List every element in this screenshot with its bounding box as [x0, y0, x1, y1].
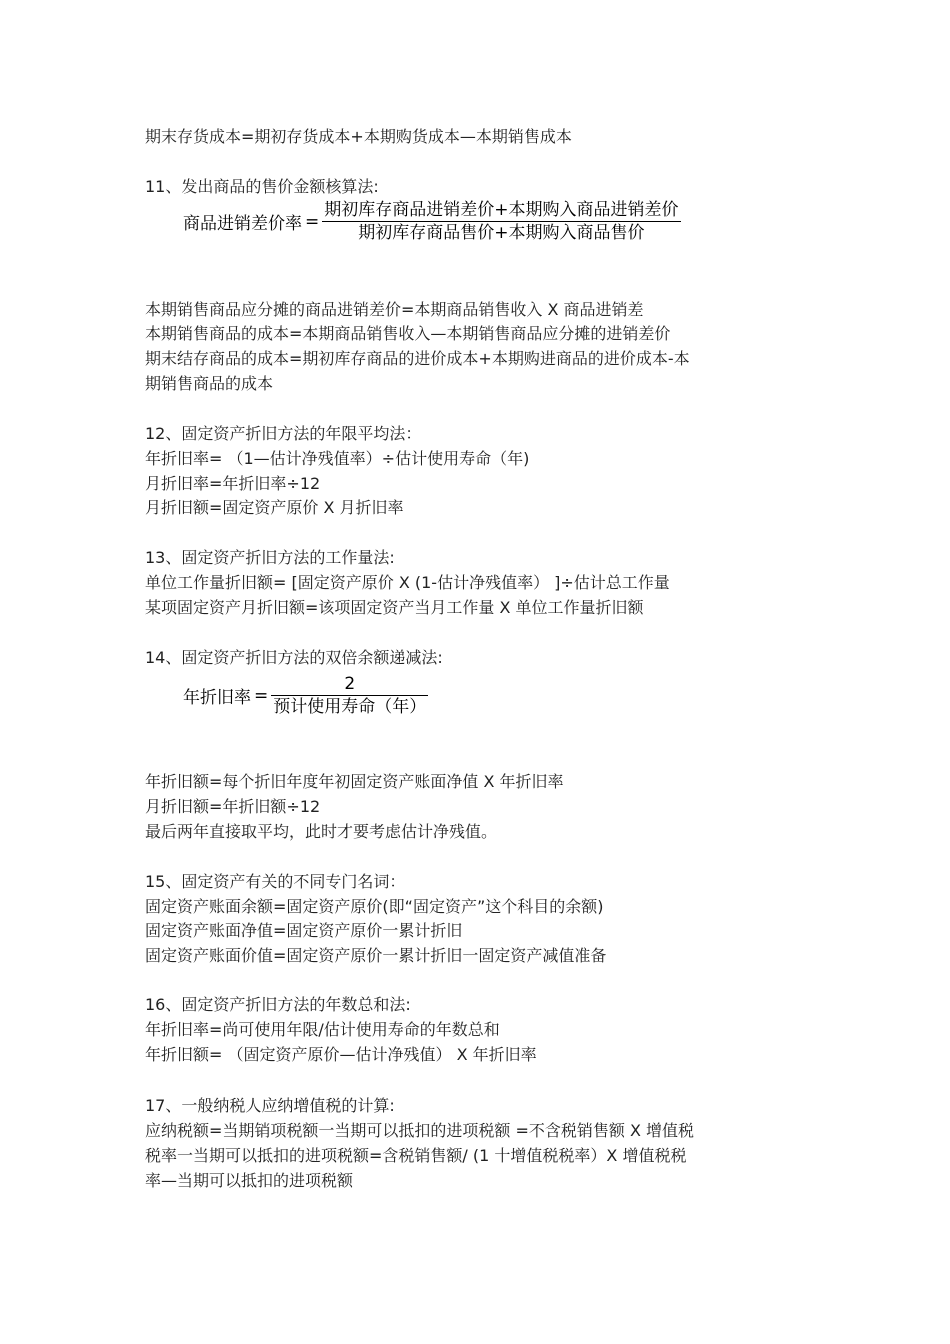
- section-heading: 14、固定资产折旧方法的双倍余额递减法:: [145, 648, 443, 667]
- text-line: 率—当期可以抵扣的进项税额: [145, 1171, 354, 1190]
- fraction-denominator: 预计使用寿命（年）: [273, 697, 427, 717]
- text-line: 本期销售商品应分摊的商品进销差价=本期商品销售收入 X 商品进销差: [145, 300, 644, 319]
- section-heading: 17、一般纳税人应纳增值税的计算:: [145, 1096, 395, 1115]
- formula-lhs: 商品进销差价率: [183, 214, 302, 234]
- section-heading: 15、固定资产有关的不同专门名词：: [145, 872, 406, 891]
- text-line: 年折旧额=每个折旧年度年初固定资产账面净值 X 年折旧率: [145, 772, 564, 791]
- formula-markup-rate: [183, 199, 681, 244]
- text-line: 税率一当期可以抵扣的进项税额=含税销售额/ (1 十增值税税率）X 增值税税: [145, 1146, 687, 1165]
- text-line: 年折旧率=尚可使用年限/估计使用寿命的年数总和: [145, 1020, 500, 1039]
- formula-equals: =: [305, 211, 320, 232]
- text-line: 固定资产账面余额=固定资产原价(即“固定资产”这个科目的余额): [145, 897, 604, 916]
- text-line: 固定资产账面净值=固定资产原价一累计折旧: [145, 921, 463, 940]
- formula-ddb-rate: [183, 673, 428, 718]
- text-line: 月折旧率=年折旧率÷12: [145, 474, 321, 493]
- text-line: 最后两年直接取平均，此时才要考虑估计净残值。: [145, 822, 498, 841]
- text-line: 应纳税额=当期销项税额一当期可以抵扣的进项税额 =不含税销售额 X 增值税: [145, 1121, 695, 1140]
- section-heading: 13、固定资产折旧方法的工作量法:: [145, 548, 395, 567]
- text-line: 期末存货成本=期初存货成本+本期购货成本—本期销售成本: [145, 127, 572, 146]
- text-line: 年折旧率= （1—估计净残值率）÷估计使用寿命（年): [145, 449, 530, 468]
- fraction-denominator: 期初库存商品售价+本期购入商品售价: [358, 223, 645, 243]
- fraction-numerator: 2: [344, 674, 356, 694]
- formula-lhs: 年折旧率: [183, 688, 251, 708]
- fraction: [322, 199, 680, 244]
- section-heading: 12、固定资产折旧方法的年限平均法：: [145, 424, 422, 443]
- text-line: 月折旧额=年折旧额÷12: [145, 797, 321, 816]
- section-heading: 16、固定资产折旧方法的年数总和法:: [145, 995, 411, 1014]
- fraction-numerator: 期初库存商品进销差价+本期购入商品进销差价: [324, 200, 679, 220]
- text-line: 期销售商品的成本: [145, 374, 274, 393]
- text-line: 本期销售商品的成本=本期商品销售收入—本期销售商品应分摊的进销差价: [145, 324, 671, 343]
- text-line: 年折旧额= （固定资产原价—估计净残值） X 年折旧率: [145, 1045, 537, 1064]
- text-line: 期末结存商品的成本=期初库存商品的进价成本+本期购进商品的进价成本-本: [145, 349, 690, 368]
- fraction: [271, 673, 428, 718]
- section-heading: 11、发出商品的售价金额核算法:: [145, 177, 379, 196]
- text-line: 单位工作量折旧额= [固定资产原价 X (1-估计净残值率） ]÷估计总工作量: [145, 573, 670, 592]
- text-line: 某项固定资产月折旧额=该项固定资产当月工作量 X 单位工作量折旧额: [145, 598, 644, 617]
- formula-equals: =: [254, 685, 269, 706]
- text-line: 固定资产账面价值=固定资产原价一累计折旧一固定资产减值准备: [145, 946, 607, 965]
- text-line: 月折旧额=固定资产原价 X 月折旧率: [145, 498, 404, 517]
